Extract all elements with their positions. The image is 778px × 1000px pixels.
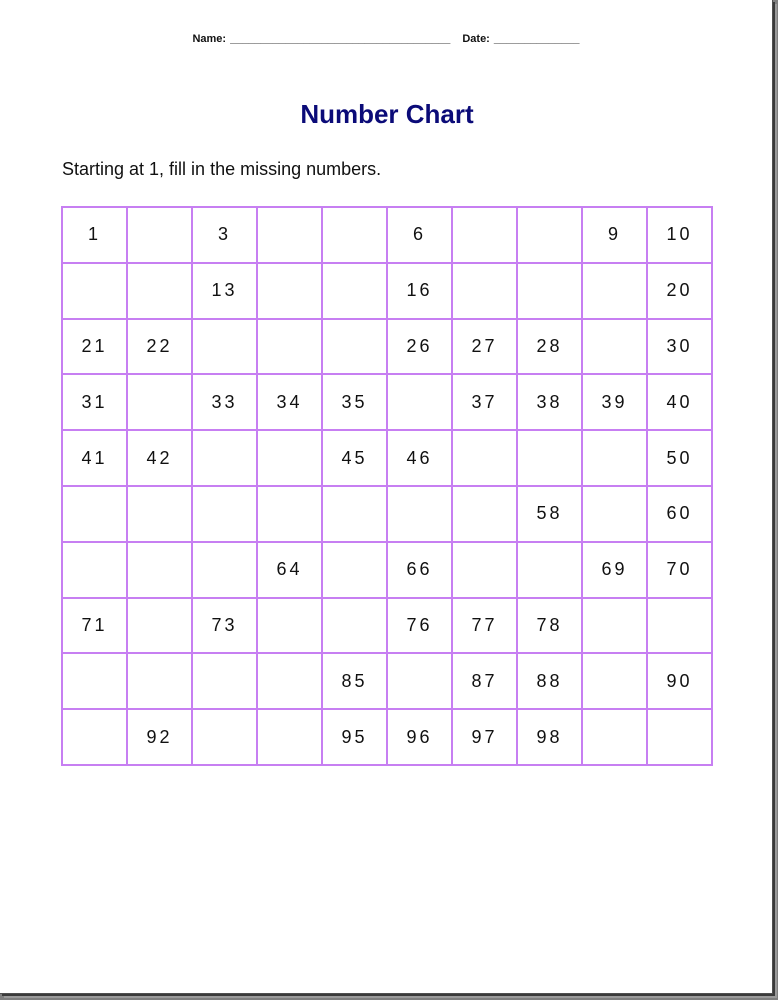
date-blank: ______________ bbox=[493, 33, 580, 45]
grid-cell bbox=[257, 430, 322, 486]
grid-cell bbox=[257, 319, 322, 375]
grid-cell bbox=[517, 207, 582, 263]
grid-cell bbox=[192, 430, 257, 486]
grid-cell: 13 bbox=[192, 263, 257, 319]
grid-cell: 88 bbox=[517, 653, 582, 709]
grid-cell: 98 bbox=[517, 709, 582, 765]
grid-cell: 10 bbox=[647, 207, 712, 263]
grid-cell bbox=[517, 263, 582, 319]
date-label: Date: bbox=[462, 33, 490, 45]
grid-cell bbox=[127, 486, 192, 542]
name-blank: ____________________________________ bbox=[230, 33, 451, 45]
grid-row bbox=[62, 653, 712, 709]
grid-cell bbox=[647, 709, 712, 765]
grid-cell bbox=[517, 430, 582, 486]
grid-cell bbox=[192, 319, 257, 375]
grid-cell: 70 bbox=[647, 542, 712, 598]
grid-cell bbox=[127, 207, 192, 263]
grid-cell: 22 bbox=[127, 319, 192, 375]
grid-cell bbox=[257, 598, 322, 654]
grid-cell: 96 bbox=[387, 709, 452, 765]
grid-cell bbox=[517, 542, 582, 598]
grid-cell bbox=[62, 263, 127, 319]
grid-cell bbox=[387, 486, 452, 542]
grid-cell: 73 bbox=[192, 598, 257, 654]
grid-cell bbox=[127, 263, 192, 319]
grid-cell bbox=[127, 598, 192, 654]
grid-cell bbox=[322, 542, 387, 598]
grid-row bbox=[62, 207, 712, 263]
grid-cell: 45 bbox=[322, 430, 387, 486]
grid-row bbox=[62, 598, 712, 654]
grid-cell bbox=[322, 598, 387, 654]
grid-cell: 33 bbox=[192, 374, 257, 430]
grid-cell bbox=[582, 709, 647, 765]
grid-row bbox=[62, 486, 712, 542]
grid-cell: 16 bbox=[387, 263, 452, 319]
grid-cell: 34 bbox=[257, 374, 322, 430]
grid-cell: 42 bbox=[127, 430, 192, 486]
grid-cell: 28 bbox=[517, 319, 582, 375]
grid-cell bbox=[322, 319, 387, 375]
grid-cell: 92 bbox=[127, 709, 192, 765]
grid-cell: 76 bbox=[387, 598, 452, 654]
grid-cell bbox=[127, 653, 192, 709]
grid-cell: 95 bbox=[322, 709, 387, 765]
grid-cell bbox=[582, 653, 647, 709]
grid-cell: 6 bbox=[387, 207, 452, 263]
grid-cell bbox=[582, 598, 647, 654]
grid-cell bbox=[192, 486, 257, 542]
grid-row bbox=[62, 430, 712, 486]
grid-cell bbox=[257, 709, 322, 765]
grid-cell: 38 bbox=[517, 374, 582, 430]
grid-cell: 66 bbox=[387, 542, 452, 598]
grid-cell: 90 bbox=[647, 653, 712, 709]
grid-cell: 39 bbox=[582, 374, 647, 430]
grid-cell: 40 bbox=[647, 374, 712, 430]
grid-cell: 50 bbox=[647, 430, 712, 486]
grid-cell: 21 bbox=[62, 319, 127, 375]
grid-cell bbox=[192, 542, 257, 598]
grid-cell: 27 bbox=[452, 319, 517, 375]
grid-cell: 77 bbox=[452, 598, 517, 654]
grid-cell bbox=[387, 653, 452, 709]
grid-cell: 71 bbox=[62, 598, 127, 654]
name-date-header bbox=[0, 33, 772, 45]
grid-cell: 87 bbox=[452, 653, 517, 709]
grid-cell bbox=[582, 486, 647, 542]
grid-cell bbox=[62, 542, 127, 598]
grid-cell bbox=[257, 207, 322, 263]
grid-cell bbox=[192, 709, 257, 765]
grid-cell bbox=[452, 263, 517, 319]
grid-cell: 46 bbox=[387, 430, 452, 486]
grid-cell: 35 bbox=[322, 374, 387, 430]
number-grid bbox=[61, 206, 713, 766]
grid-cell bbox=[452, 542, 517, 598]
grid-cell: 78 bbox=[517, 598, 582, 654]
page-title: Number Chart bbox=[300, 99, 474, 129]
grid-cell bbox=[322, 486, 387, 542]
grid-cell: 41 bbox=[62, 430, 127, 486]
grid-cell: 58 bbox=[517, 486, 582, 542]
grid-cell: 3 bbox=[192, 207, 257, 263]
grid-cell: 85 bbox=[322, 653, 387, 709]
grid-cell bbox=[62, 486, 127, 542]
grid-cell bbox=[62, 709, 127, 765]
grid-cell bbox=[322, 263, 387, 319]
grid-cell bbox=[192, 653, 257, 709]
grid-cell bbox=[257, 263, 322, 319]
grid-cell bbox=[452, 430, 517, 486]
grid-cell bbox=[582, 430, 647, 486]
grid-cell bbox=[452, 207, 517, 263]
grid-cell: 20 bbox=[647, 263, 712, 319]
grid-cell bbox=[257, 653, 322, 709]
grid-cell bbox=[387, 374, 452, 430]
grid-row bbox=[62, 263, 712, 319]
grid-cell bbox=[257, 486, 322, 542]
grid-row bbox=[62, 709, 712, 765]
grid-cell: 60 bbox=[647, 486, 712, 542]
instructions: Starting at 1, fill in the missing numbers. bbox=[62, 159, 382, 179]
grid-cell bbox=[647, 598, 712, 654]
grid-row bbox=[62, 374, 712, 430]
grid-cell bbox=[582, 263, 647, 319]
grid-cell: 30 bbox=[647, 319, 712, 375]
grid-cell: 9 bbox=[582, 207, 647, 263]
grid-row bbox=[62, 319, 712, 375]
grid-cell: 26 bbox=[387, 319, 452, 375]
grid-cell: 64 bbox=[257, 542, 322, 598]
grid-cell bbox=[127, 542, 192, 598]
grid-cell: 97 bbox=[452, 709, 517, 765]
grid-cell: 1 bbox=[62, 207, 127, 263]
grid-cell bbox=[127, 374, 192, 430]
grid-cell: 69 bbox=[582, 542, 647, 598]
grid-cell bbox=[62, 653, 127, 709]
grid-cell bbox=[452, 486, 517, 542]
grid-cell: 31 bbox=[62, 374, 127, 430]
name-label: Name: bbox=[192, 33, 227, 45]
grid-row bbox=[62, 542, 712, 598]
grid-cell bbox=[322, 207, 387, 263]
grid-cell: 37 bbox=[452, 374, 517, 430]
grid-cell bbox=[582, 319, 647, 375]
